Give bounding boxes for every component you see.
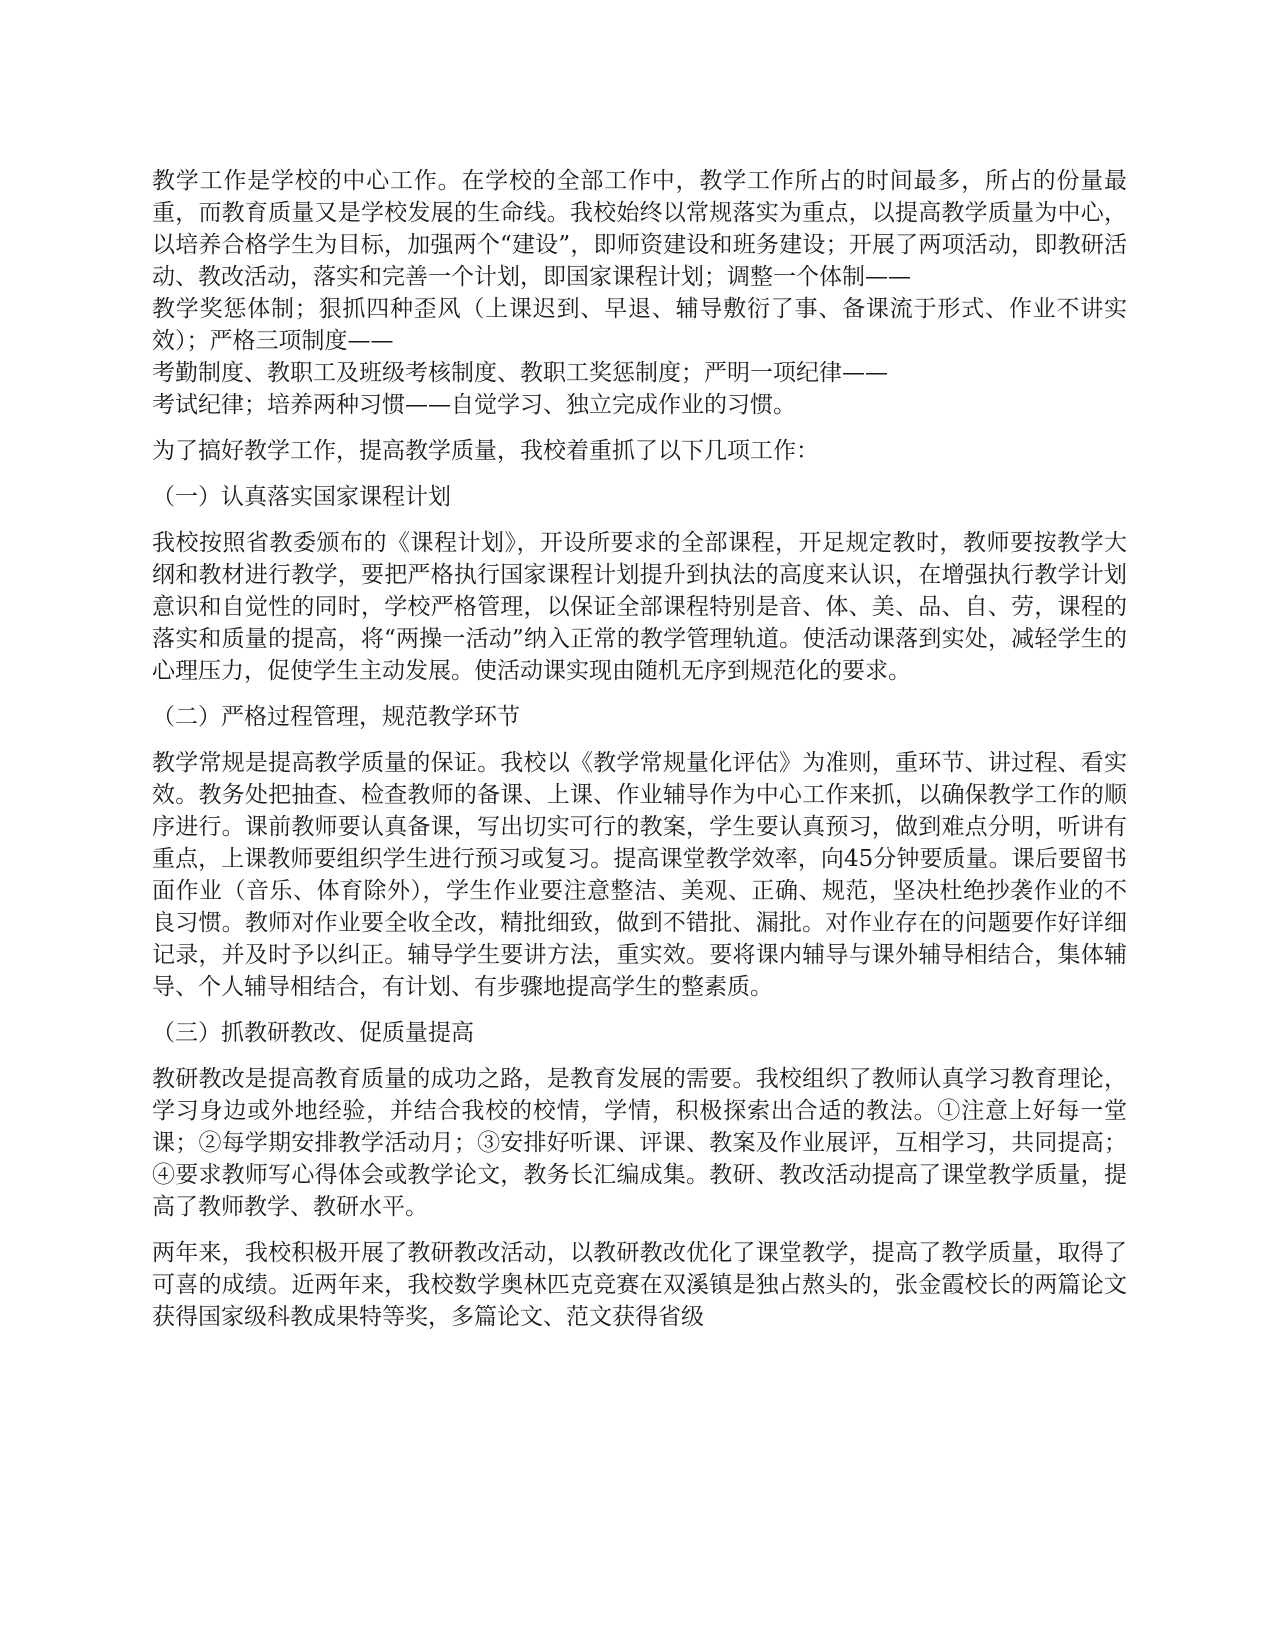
- heading-section-1: （一）认真落实国家课程计划: [152, 484, 451, 510]
- para-focus: 为了搞好教学工作，提高教学质量，我校着重抓了以下几项工作：: [152, 438, 819, 464]
- document-page: [152, 165, 1127, 1347]
- heading-section-3: （三）抓教研教改、促质量提高: [152, 1020, 474, 1046]
- para-section-2: 教学常规是提高教学质量的保证。我校以《教学常规量化评估》为准则，重环节、讲过程、看实效。教务处把抽查、检查教师的备课、上课、作业辅导作为中心工作来抓，以确保教学工作的顺序进行。课前教师要认真备课，写出切实可行的教案，学生要认真预习，做到难点分明，听讲有重点，上课教师要组织学生进行预习或复习。提高课堂教学效率，向45分钟要质量。课后要留书面作业（音乐、体育除外），学生作业要注意整洁、美观、正确、规范，坚决杜绝抄袭作业的不良习惯。教师对作业要全收全改，精批细致，做到不错批、漏批。对作业存在的问题要作好详细记录，并及时予以纠正。辅导学生要讲方法，重实效。要将课内辅导与课外辅导相结合，集体辅导、个人辅导相结合，有计划、有步骤地提高学生的整素质。: [152, 750, 1127, 1000]
- para-intro: 教学工作是学校的中心工作。在学校的全部工作中，教学工作所占的时间最多，所占的份量最重，而教育质量又是学校发展的生命线。我校始终以常规落实为重点，以提高教学质量为中心，以培养合格学生为目标，加强两个“建设”，即师资建设和班务建设；开展了两项活动，即教研活动、教改活动，落实和完善一个计划，即国家课程计划；调整一个体制—— 教学奖惩体制；狠抓四种歪风（上课迟到、早退、辅导敷衍了事、备课流于形式、作业不讲实效）；严格三项制度—— 考勤制度、教职工及班级考核制度、教职工奖惩制度；严明一项纪律—— 考试纪律；培养两种习惯——自觉学习、独立完成作业的习惯。: [152, 168, 1127, 418]
- para-section-1: 我校按照省教委颁布的《课程计划》，开设所要求的全部课程，开足规定教时，教师要按教学大纲和教材进行教学，要把严格执行国家课程计划提升到执法的高度来认识，在增强执行教学计划意识和自觉性的同时，学校严格管理，以保证全部课程特别是音、体、美、品、自、劳，课程的落实和质量的提高，将“两操一活动”纳入正常的教学管理轨道。使活动课落到实处，减轻学生的心理压力，促使学生主动发展。使活动课实现由随机无序到规范化的要求。: [152, 530, 1127, 684]
- para-section-3: 教研教改是提高教育质量的成功之路，是教育发展的需要。我校组织了教师认真学习教育理论，学习身边或外地经验，并结合我校的校情，学情，积极探索出合适的教法。①注意上好每一堂课；②每学期安排教学活动月；③安排好听课、评课、教案及作业展评，互相学习，共同提高；④要求教师写心得体会或教学论文，教务长汇编成集。教研、教改活动提高了课堂教学质量，提高了教师教学、教研水平。: [152, 1066, 1127, 1220]
- heading-section-2: （二）严格过程管理，规范教学环节: [152, 704, 520, 730]
- para-results: 两年来，我校积极开展了教研教改活动，以教研教改优化了课堂教学，提高了教学质量，取得了可喜的成绩。近两年来，我校数学奥林匹克竞赛在双溪镇是独占熬头的，张金霞校长的两篇论文获得国家级科教成果特等奖，多篇论文、范文获得省级: [152, 1240, 1127, 1330]
